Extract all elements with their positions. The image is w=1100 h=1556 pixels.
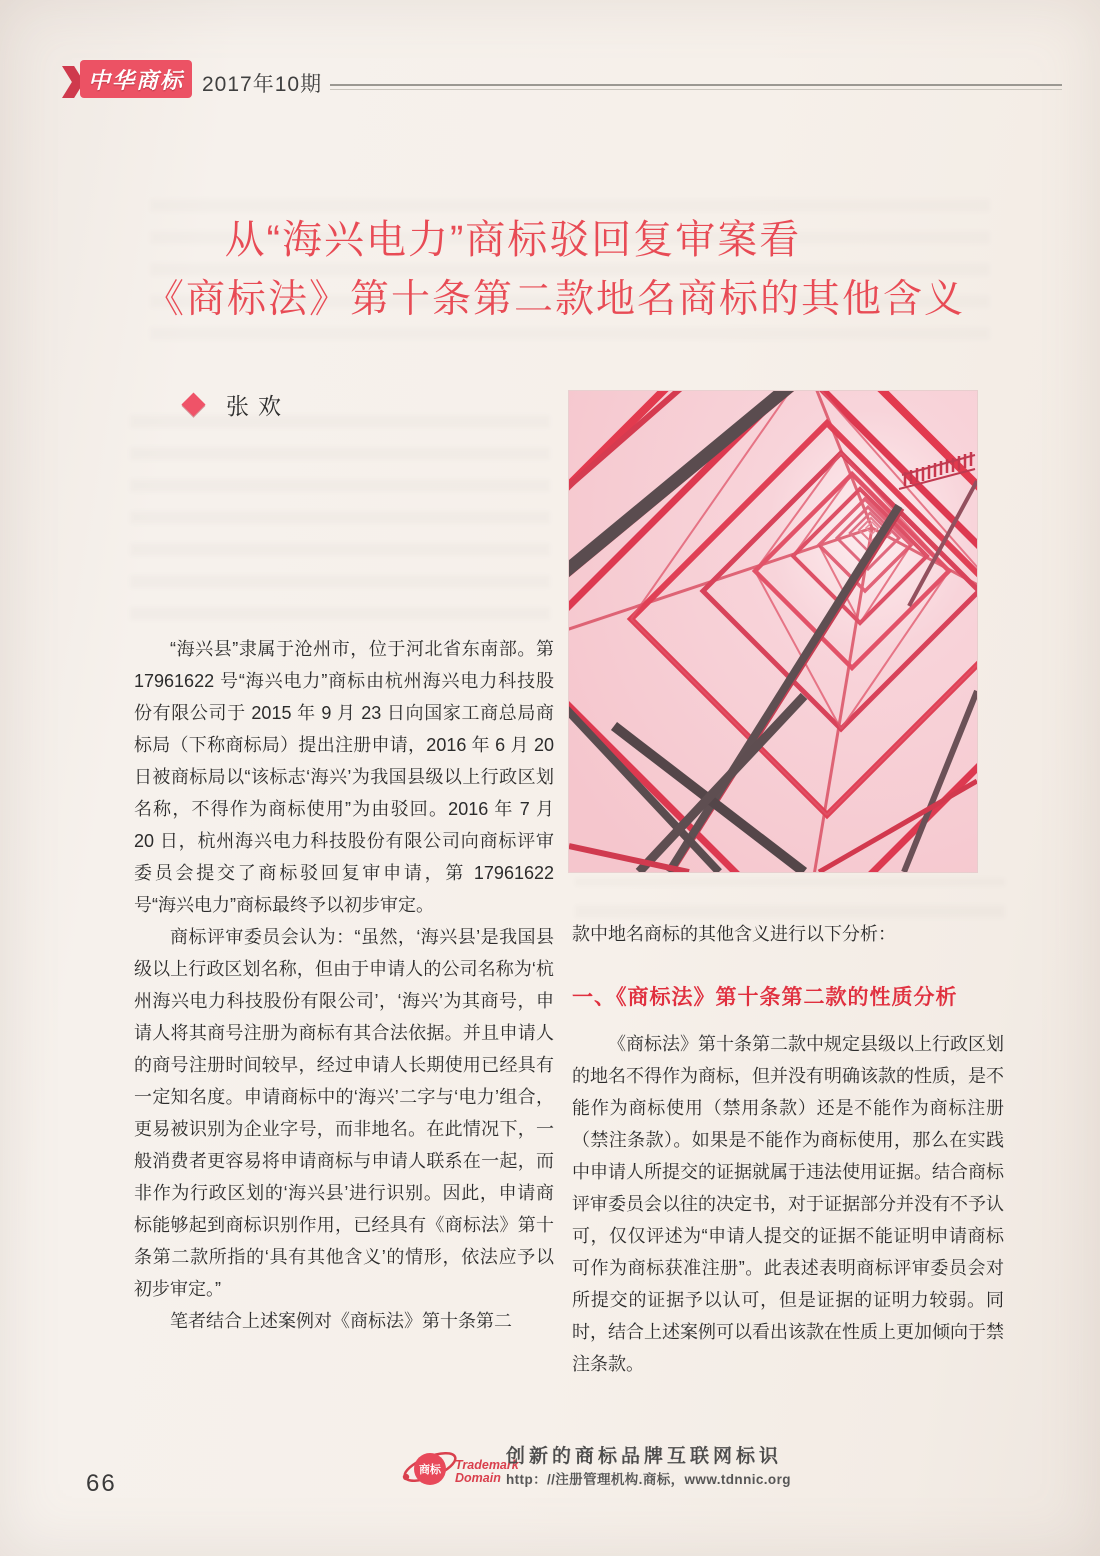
footer-slogan: 创新的商标品牌互联网标识	[506, 1446, 783, 1467]
footer-url: http：//注册管理机构.商标，www.tdnnic.org	[506, 1472, 791, 1487]
header-rule	[330, 84, 1062, 90]
paragraph: 笔者结合上述案例对《商标法》第十条第二	[170, 1311, 512, 1331]
tower-photo-graphic	[569, 391, 977, 872]
bleed-through-smudge	[575, 878, 1005, 918]
article-title-line2: 《商标法》第十条第二款地名商标的其他含义	[144, 278, 965, 321]
paragraph: “海兴县”隶属于沧州市，位于河北省东南部。第 17961622 号“海兴电力”商标由杭州海兴电力科技股份有限公司于 2015 年 9 月 23 日向国家工商总局商标局（下称商标局）提出注册申请，2016 年 6 月 20 日被商标局以“该标志‘海兴’为我国县级以上行政区划名称，不得作为商标使用”为由驳回。2016 年 7 月 20 日，杭州海兴电力科技股份有限公司向商标评审委员会提交了商标驳回复审申请，第 17961622 号“海兴电力”商标最终予以初步审定。	[134, 639, 554, 915]
issue-label: 2017年10期	[202, 73, 323, 96]
left-column	[134, 633, 554, 1337]
logo-circle-text: 商标	[419, 1464, 441, 1476]
right-column-body	[572, 1028, 1004, 1380]
bleed-through-smudge	[130, 400, 550, 620]
paragraph: 商标评审委员会认为：“虽然，‘海兴县’是我国县级以上行政区划名称，但由于申请人的公司名称为‘杭州海兴电力科技股份有限公司’，‘海兴’为其商号，申请人将其商号注册为商标有其合法依据。并且申请人的商号注册时间较早，经过申请人长期使用已经具有一定知名度。申请商标中的‘海兴’二字与‘电力’组合，更易被识别为企业字号，而非地名。在此情况下，一般消费者更容易将申请商标与申请人联系在一起，而非作为行政区划的‘海兴县’进行识别。因此，申请商标能够起到商标识别作用，已经具有《商标法》第十条第二款所指的‘具有其他含义’的情形，依法应予以初步审定。”	[134, 927, 554, 1299]
logo-name-line1: Trademark	[455, 1458, 519, 1472]
continuation-line: 款中地名商标的其他含义进行以下分析：	[572, 924, 896, 944]
page-number: 66	[86, 1470, 117, 1497]
tower-photo	[569, 391, 977, 872]
author-name: 张欢	[226, 393, 290, 419]
magazine-logo-badge: 中华商标	[80, 60, 192, 98]
section-heading: 一、《商标法》第十条第二款的性质分析	[572, 986, 958, 1009]
right-column-continuation	[572, 918, 1004, 950]
diamond-bullet-icon	[181, 392, 205, 416]
paragraph: 《商标法》第十条第二款中规定县级以上行政区划的地名不得作为商标，但并没有明确该款的性质，是不能作为商标使用（禁用条款）还是不能作为商标注册（禁注条款）。如果是不能作为商标使用，那么在实践中申请人所提交的证据就属于违法使用证据。结合商标评审委员会以往的决定书，对于证据部分并没有不予认可，仅仅评述为“申请人提交的证据不能证明申请商标可作为商标获准注册”。此表述表明商标评审委员会对所提交的证据予以认可，但是证据的证明力较弱。同时，结合上述案例可以看出该款在性质上更加倾向于禁注条款。	[572, 1034, 1004, 1374]
author-row	[185, 388, 290, 421]
article-title-line1: 从“海兴电力”商标驳回复审案看	[224, 218, 802, 262]
logo-name-line2: Domain	[455, 1471, 501, 1485]
